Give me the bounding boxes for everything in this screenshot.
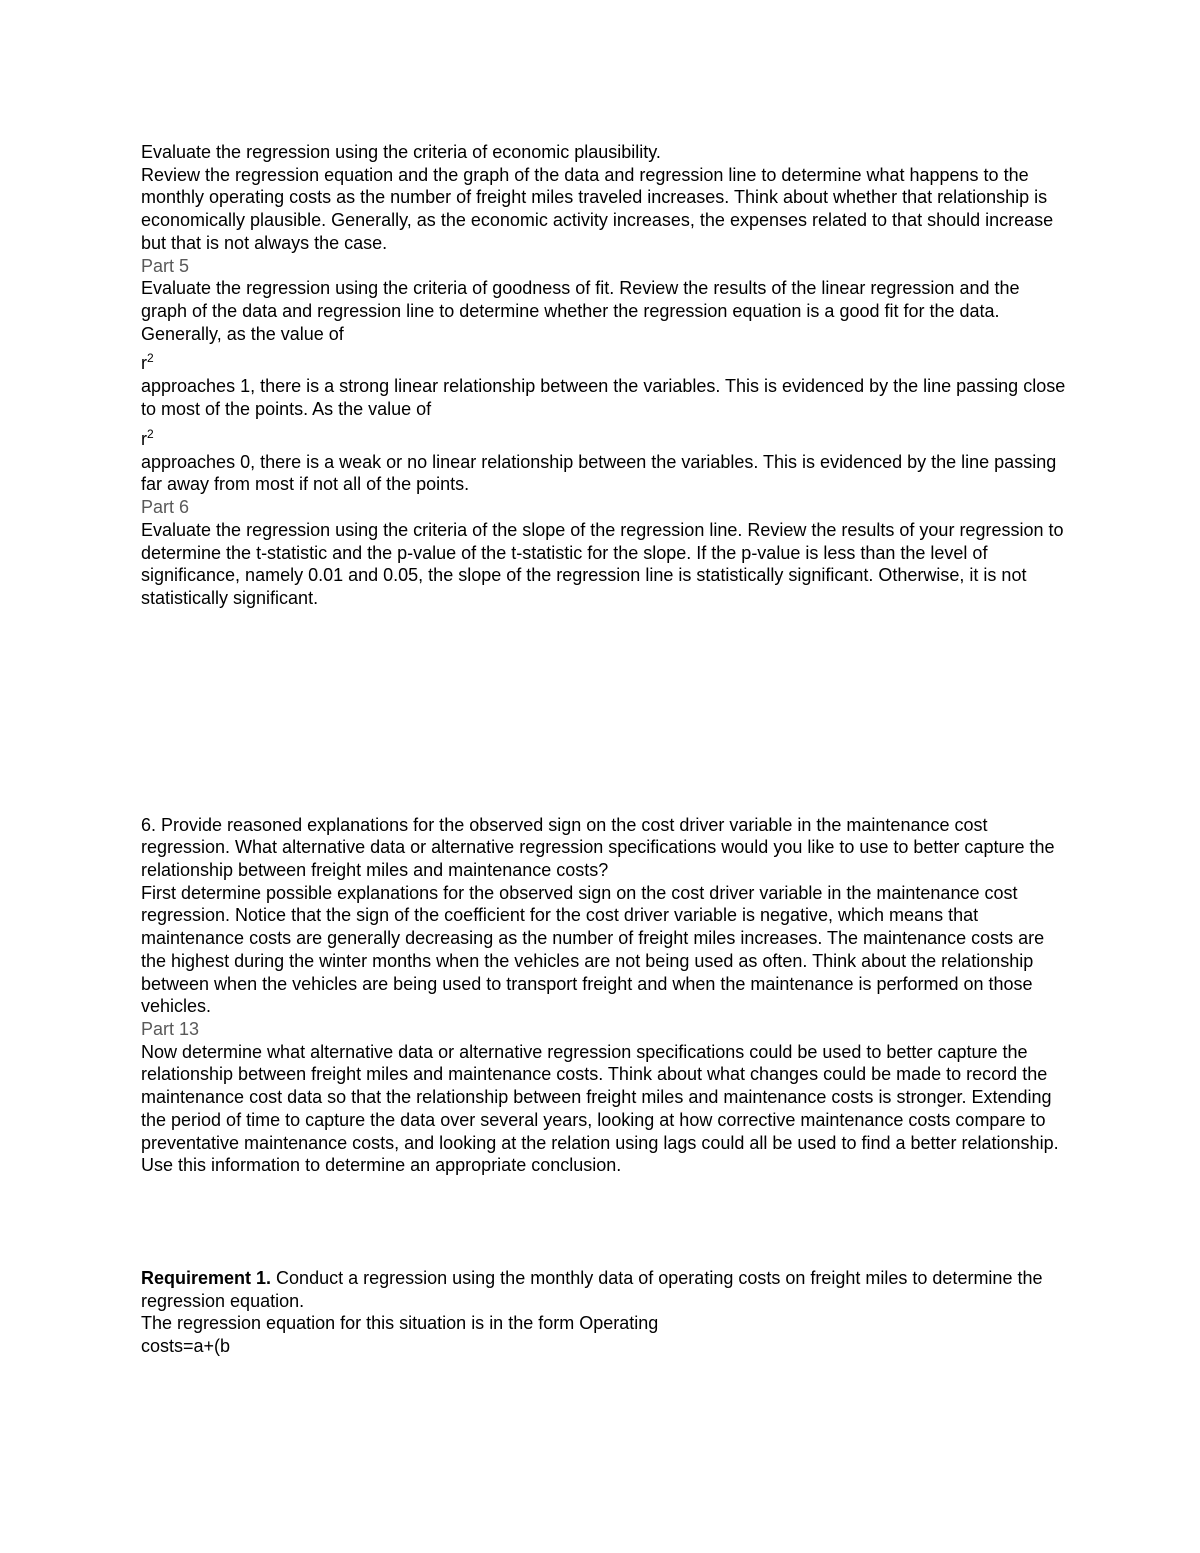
requirement-text: Requirement 1. Conduct a regression using the monthly data of operating costs on freight miles to determine the regression equation. [141, 1267, 1048, 1311]
part-13-section [141, 1018, 1066, 1177]
paragraph: First determine possible explanations for the observed sign on the cost driver variable in the maintenance cost regression. Notice that the sign of the coefficient for the cost driver variable is negative, which means that maintenance costs are generally decreasing as the number of freight miles increases. The maintenance costs are the highest during the winter months when the vehicles are not being used as often. Think about the relationship between when the vehicles are being used to transport freight and when the maintenance is performed on those vehicles. [141, 882, 1050, 1017]
paragraph: approaches 0, there is a weak or no linear relationship between the variables. This is evidenced by the line passing far away from most if not all of the points. [141, 451, 1062, 495]
economic-plausibility-section [141, 141, 1066, 255]
paragraph: Review the regression equation and the graph of the data and regression line to determine what happens to the monthly operating costs as the number of freight miles traveled increases. Think about whether that relationship is economically plausible. Generally, as the economic activity increases, the expenses related to that should increase but that is not always the case. [141, 164, 1059, 253]
part-5-section [141, 255, 1071, 497]
paragraph: Now determine what alternative data or alternative regression specifications could be used to better capture the relationship between freight miles and maintenance costs. Think about what changes could be made to record the maintenance cost data so that the relationship between freight miles and maintenance costs is stronger. Extending the period of time to capture the data over several years, looking at how corrective maintenance costs compare to preventative maintenance costs, and looking at the relation using lags could all be used to find a better relationship. Use this information to determine an appropriate conclusion. [141, 1041, 1064, 1176]
document-page [141, 141, 1071, 1358]
paragraph: Evaluate the regression using the criteria of goodness of fit. Review the results of the linear regression and the graph of the data and regression line to determine whether the regression equation is a good fit for the data. Generally, as the value of [141, 278, 1025, 344]
paragraph: approaches 1, there is a strong linear relationship between the variables. This is evidenced by the line passing close to most of the points. As the value of [141, 376, 1071, 420]
requirement-1-section [141, 1267, 1066, 1358]
part-label: Part 5 [141, 255, 190, 276]
r-squared-symbol: $r^2$ [141, 351, 154, 374]
requirement-label: Requirement 1. [141, 1267, 272, 1288]
r-squared-symbol: $r^2$ [141, 426, 154, 449]
exponent: 2 [147, 351, 154, 366]
paragraph: Evaluate the regression using the criteria of the slope of the regression line. Review the results of your regression to determine the t-statistic and the p-value of the t-statistic for the slope. If the p-value is less than the level of significance, namely 0.01 and 0.05, the slope of the regression line is statistically significant. Otherwise, it is not statistically significant. [141, 519, 1069, 608]
spacer [141, 1177, 1066, 1267]
paragraph: The regression equation for this situation is in the form Operating [141, 1313, 659, 1334]
exponent: 2 [147, 426, 154, 441]
question-6-section [141, 814, 1066, 1018]
spacer [141, 610, 1066, 814]
part-label: Part 6 [141, 497, 190, 518]
equation-fragment: costs=a+(b [141, 1336, 231, 1357]
question-prompt: 6. Provide reasoned explanations for the observed sign on the cost driver variable in the maintenance cost regression. What alternative data or alternative regression specifications would you like to use to better capture the relationship between freight miles and maintenance costs? [141, 814, 1060, 881]
section-heading: Evaluate the regression using the criteria of economic plausibility. [141, 142, 661, 162]
part-6-section [141, 496, 1069, 610]
part-label: Part 13 [141, 1018, 200, 1039]
